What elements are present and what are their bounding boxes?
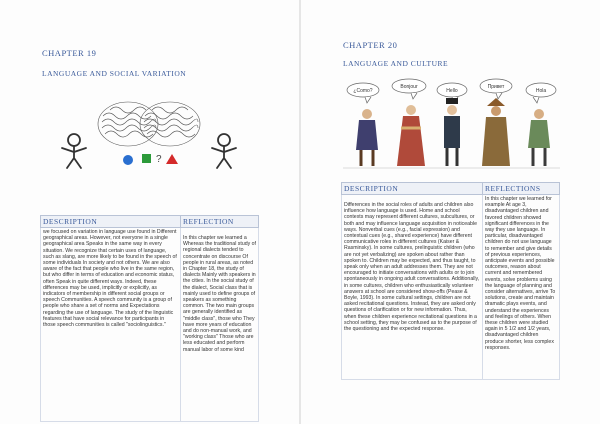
person-left-icon: [62, 134, 86, 168]
chapter-20-number: CHAPTER 20: [343, 40, 398, 50]
speech-bubble-4-text: Привет: [487, 84, 505, 90]
chapter-19-table: [40, 215, 259, 422]
person-1-icon: [356, 109, 378, 166]
chapter-19-number: CHAPTER 19: [42, 48, 97, 58]
description-text: we focused on variation in language use found in Different geographical areas. However, not everyone in a single geographical area Speaks in the same way in every situation. We recognize that certain uses of language, such as slang, are more likely to be found in the speech of some individuals In society and not others. We are also aware of the fact that people who live in the same region, but who differ in terms of education and economic status, often Speak in quite different ways. Indeed, these differences may be used, implicitly or explicitly, as indicators of membership in different social groups or speech Communities. A speech community is a group of people who share a set of norms and Expectations regarding the use of language. The study of the linguistic features that have social relevance for participants in those speech communities is called "sociolinguistics.": [41, 228, 181, 422]
speech-bubble-3-text: Hello: [446, 88, 458, 94]
description-text: Differences in the social roles of adults and children also influence how language is used. Home and school contexts may represent different cultures, subcultures, or both and may influence language acquisition in noticeable ways. Nonverbal cues (e.g., facial expression) and contextual cues (e.g., shared experience) have different communicative roles in different cultures (Kaiser & Rasminsky). In some cultures, prelinguistic children (who are not yet verbalizing) are spoken about rather than spoken to. Children may be expected, and thus taught, to speak only when an adult addresses them. They are not encouraged to initiate conversations with adults or to join spontaneously in ongoing adult conversations. Additionally, in some cultures, children who enthusiastically volunteer answers at school are considered show-offs (Pease & Boyle, 1993). In some cultural settings, children are not asked recitational questions. Instead, they are asked only questions of clarification or for new information. Thus, when these children experience recitational questions in a school setting, they may be confused as to the purpose of the questioning and the expected response.: [342, 195, 483, 380]
person-4-icon: [482, 98, 510, 166]
description-header: DESCRIPTION: [342, 183, 483, 195]
speech-bubble-1-text: ¿Como?: [353, 88, 373, 94]
green-square-icon: [142, 154, 151, 163]
right-page: [301, 0, 600, 424]
question-mark-icon: ?: [156, 154, 162, 165]
speech-bubble-2-text: Bonjour: [400, 84, 418, 90]
person-2-icon: [397, 105, 425, 166]
reflection-text: In this chapter we learned for example At age 3, disadvantaged children and favored children showed significant differences in the way they use language. In particular, disadvantaged children do not use language to remember and give details of previous experiences, anticipate events and possible outcomes, reason about current and remembered events, solve problems using the language of planning and consider alternatives, arrive To solutions, create and maintain dramatic plays events, and understand the experiences and feelings of others. When these children were studied again in 5 1/2 and 1/2 years, disadvantaged children produce shorter, less complex responses.: [483, 195, 560, 380]
red-triangle-icon: [166, 154, 178, 164]
blue-circle-icon: [123, 155, 133, 165]
right-brain-maze-icon: [140, 102, 200, 146]
left-page: [0, 0, 299, 424]
reflection-text: In this chapter we learned a Whereas the traditional study of regional dialects tended to concentrate on discourse Of people in rural areas, as noted in Chapter 18, the study of dialects Mainly with speakers in the cities. In the social study of the dialect, Social class that is mainly used to define groups of speakers as something common. The two main groups are generally identified as "middle class", those who They have more years of education and do non-manual work, and "working class" Those who are less educated and perform manual labor of some kind: [181, 228, 259, 422]
culture-illustration: [339, 76, 564, 172]
person-right-icon: [212, 134, 236, 168]
description-header: DESCRIPTION: [41, 216, 181, 228]
reflection-header: REFLECTION: [181, 216, 259, 228]
chapter-20-table: [341, 182, 560, 380]
social-variation-illustration: [58, 92, 238, 172]
reflections-header: REFLECTIONS: [483, 183, 560, 195]
person-3-icon: [444, 98, 460, 166]
chapter-20-title: LANGUAGE AND CULTURE: [343, 59, 449, 68]
chapter-19-title: LANGUAGE AND SOCIAL VARIATION: [42, 69, 187, 78]
person-5-icon: [528, 109, 550, 166]
speech-bubble-5-text: Hola: [535, 88, 547, 94]
